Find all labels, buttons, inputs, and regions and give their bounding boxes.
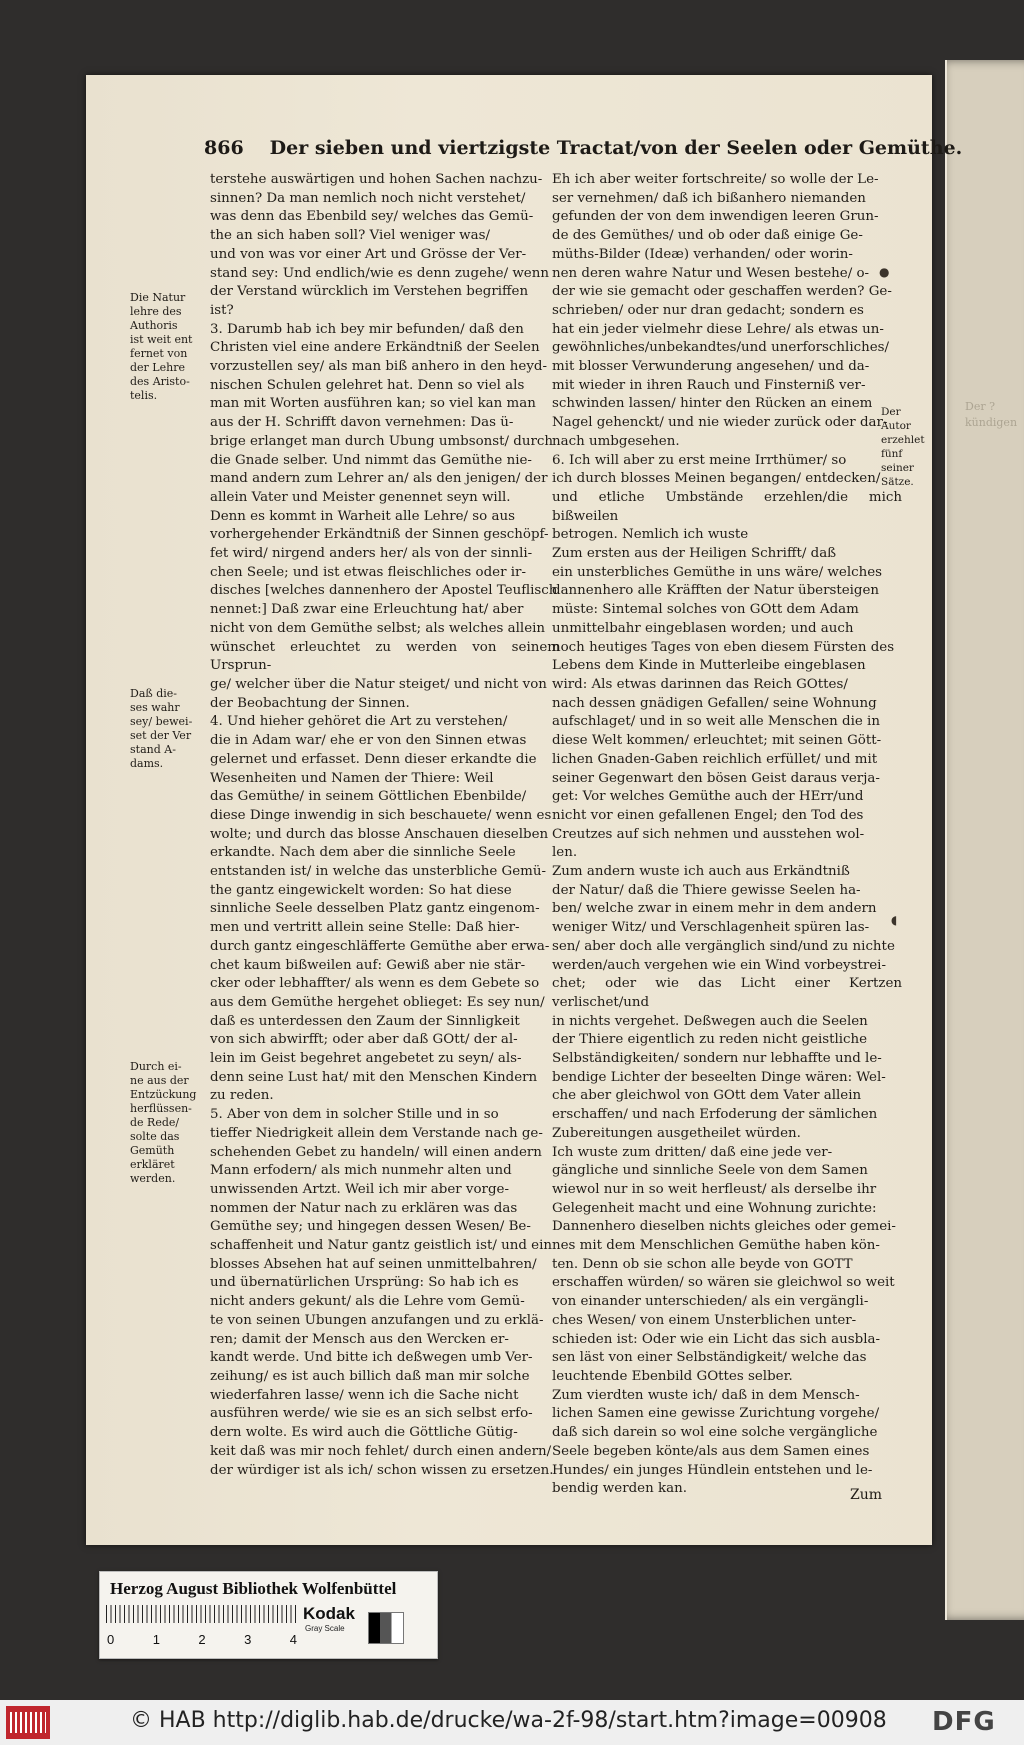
color-calibration-card <box>99 1571 438 1659</box>
paragraph: 4. Und hieher gehöret die Art zu verstehen/ die in Adam war/ ehe er von den Sinnen etwas gelernet und erfasset. Denn dieser erkandte die Wesenheiten und Namen der Thiere: Weil das Gemüthe/ in seinem Göttlichen Ebenbilde/ diese Dinge inwendig in sich beschauete/ wenn es wolte; und durch das blosse Anschauen dieselben erkandte. Nach dem aber die sinnliche Seele entstanden ist/ in welche das unsterbliche Gemü- the gantz eingewickelt worden: So hat diese sinnliche Seele desselben Platz gantz eingenom- men und vertritt allein seine Stelle: Daß hier- durch gantz eingeschläfferte Gemüthe aber erwa- chet kaum bißweilen auf: Gewiß aber nie stär- cker oder lebhaffter/ als wenn es dem Gebete so aus dem Gemüthe hergehet oblieget: Es sey nun/ daß es unterdessen den Zaum der Sinnligkeit von sich abwirfft; oder aber daß GOtt/ der al- lein im Geist begehret angebetet zu seyn/ als- denn seine Lust hat/ mit den Menschen Kindern zu reden. <box>210 714 552 1104</box>
facing-page-edge <box>945 60 1024 1620</box>
bleed-text: kündigen <box>965 416 1018 429</box>
book-page <box>86 75 963 1545</box>
ruler-tick-label: 1 <box>152 1632 160 1647</box>
catchword: Zum <box>849 1487 882 1503</box>
margin-note: Durch ei- ne aus der Entzückung herflüssen- de Rede/ solte das Gemüth erkläret werden. <box>130 1060 197 1185</box>
page-header <box>204 137 963 159</box>
kodak-logo: Kodak <box>303 1604 355 1623</box>
library-label: Herzog August Bibliothek Wolfenbüttel <box>110 1579 397 1598</box>
page-number: 866 <box>204 137 244 159</box>
paragraph: 3. Darumb hab ich bey mir befunden/ daß den Christen viel eine andere Erkändtniß der Seelen vorzustellen sey/ als man biß anhero in den heyd- nischen Schulen gelehret hat. Denn so viel als man mit Worten ausführen kan; so viel kan man aus der H. Schrifft davon vernehmen: Das ü- brige erlanget man durch Ubung umbsonst/ durch die Gnade selber. Und nimmt das Gemüthe nie- mand andern zum Lehrer an/ als den jenigen/ der allein Vater und Meister genennet seyn will. Denn es kommt in Warheit alle Lehre/ so aus vorhergehender Erkändtniß der Sinnen geschöpf- fet wird/ nirgend anders her/ als von der sinnli- chen Seele; und ist etwas fleischliches oder ir- disches [welches dannenhero der Apostel Teuflisch nennet:] Daß zwar eine Erleuchtung hat/ aber nicht von dem Gemüthe selbst; als welches allein wünschet erleuchtet zu werden von seinem Ursprun- ge/ welcher über die Natur steiget/ und nicht von der Beobachtung der Sinnen. <box>210 321 560 711</box>
footer-bar <box>0 1700 1024 1745</box>
ruler-tick-label: 0 <box>107 1632 115 1647</box>
gray-scale-swatch <box>368 1612 404 1644</box>
running-title: Der sieben und viertzigste Tractat/von der Seelen oder Gemüthe. <box>269 137 963 159</box>
source-credit[interactable]: © HAB http://diglib.hab.de/drucke/wa-2f-98/start.htm?image=00908 <box>130 1708 887 1733</box>
margin-note: Daß die- ses wahr sey/ bewei- set der Ver stand A- dams. <box>130 687 193 770</box>
paragraph: 5. Aber von dem in solcher Stille und in so tieffer Niedrigkeit allein dem Verstande nach ge- schehenden Gebet zu handeln/ will einen andern Mann erfodern/ als mich nunmehr alten und unwissenden Artzt. Weil ich mir aber vorge- nommen der Natur nach zu erklären was das Gemüthe sey; und hingegen dessen Wesen/ Be- schaffenheit und Natur gantz geistlich ist/ und ein blosses Absehen hat auf seinen unmittelbahren/ und übernatürlichen Ursprüng: So hab ich es nicht anders gekunt/ als die Lehre vom Gemü- te von seinen Ubungen anzufangen und zu erklä- ren; damit der Mensch aus den Wercken er- kandt werde. Und bitte ich deßwegen umb Ver- zeihung/ es ist auch billich daß man mir solche wiederfahren lasse/ wenn ich die Sache nicht ausführen werde/ wie sie es an sich selbst erfo- dern wolte. Es wird auch die Göttliche Gütig- keit daß was mir noch fehlet/ durch einen andern/ der würdiger ist als ich/ schon wissen zu ersetzen. <box>210 1107 554 1478</box>
paragraph: Eh ich aber weiter fortschreite/ so wolle der Le- ser vernehmen/ daß ich bißanhero niemanden gefunden der von dem inwendigen leeren Grun- de des Gemüthes/ und ob oder daß einige Ge- müths-Bilder (Ideæ) verhanden/ oder worin- nen deren wahre Natur und Wesen bestehe/ o- der wie sie gemacht oder geschaffen werden? Ge- schrieben/ oder nur dran gedacht; sondern es hat ein jeder vielmehr diese Lehre/ als etwas un- gewöhnliches/unbekandtes/und unerforschliches/ mit blosser Verwunderung angesehen/ und da- mit wieder in ihren Rauch und Finsterniß ver- schwinden lassen/ hinter den Rücken an einem Nagel gehenckt/ und nie wieder zurück oder dar- nach umbgesehen. <box>552 172 892 449</box>
paragraph: terstehe auswärtigen und hohen Sachen nachzu- sinnen? Da man nemlich noch nicht verstehet/ was denn das Ebenbild sey/ welches das Gemü- the an sich haben soll? Viel weniger was/ und von was vor einer Art und Grösse der Ver- stand sey: Und endlich/wie es denn zugehe/ wenn der Verstand würcklich im Verstehen begriffen ist? <box>210 172 549 318</box>
hab-logo-icon <box>6 1706 50 1739</box>
paragraph: 6. Ich will aber zu erst meine Irrthümer/ so ich durch blosses Meinen begangen/ entdecken/ und etliche Umbstände erzehlen/die mich bißweilen betrogen. Nemlich ich wuste <box>552 452 902 543</box>
measure-ruler <box>106 1605 296 1623</box>
gray-scale-label: Gray Scale <box>305 1624 345 1633</box>
paragraph: Zum andern wuste ich auch aus Erkändtniß der Natur/ daß die Thiere gewisse Seelen ha- ben/ welche zwar in einem mehr in dem andern weniger Witz/ und Verschlagenheit spüren las- sen/ aber doch alle vergänglich sind/und zu nichte werden/auch vergehen wie ein Wind vorbeystrei- chet; oder wie das Licht einer Kertzen verlischet/und in nichts vergehet. Deßwegen auch die Seelen der Thiere eigentlich zu reden nicht geistliche Selbständigkeiten/ sondern nur lebhaffte und le- bendige Lichter der beseelten Dinge wären: Wel- che aber gleichwol von GOtt dem Vater allein erschaffen/ und nach Erfoderung der sämlichen Zubereitungen ausgetheilet würden. <box>552 864 902 1141</box>
ruler-tick-label: 3 <box>244 1632 252 1647</box>
bleed-text: Der ? <box>965 400 995 413</box>
margin-note: Der Autor erzehlet fünf seiner Sätze. <box>881 406 925 488</box>
left-column <box>210 171 560 1480</box>
ruler-scale <box>107 1632 297 1647</box>
ruler-tick-label: 4 <box>289 1632 297 1647</box>
paragraph: Zum ersten aus der Heiligen Schrifft/ daß ein unsterbliches Gemüthe in uns wäre/ welches dannenhero alle Kräfften der Natur übersteigen müste: Sintemal solches von GOtt dem Adam unmittelbahr eingeblasen worden; und auch noch heutiges Tages von eben diesem Fürsten des Lebens dem Kinde in Mutterleibe eingeblasen wird: Als etwas darinnen das Reich GOttes/ nach dessen gnädigen Gefallen/ seine Wohnung aufschlaget/ und in so weit alle Menschen die in diese Welt kommen/ erleuchtet; mit seinen Gött- lichen Gnaden-Gaben reichlich erfüllet/ und mit seiner Gegenwart den bösen Geist daraus verja- get: Vor welches Gemüthe auch der HErr/und nicht vor einen gefallenen Engel; den Tod des Creutzes auf sich nehmen und ausstehen wol- len. <box>552 546 895 861</box>
right-column <box>552 171 902 1499</box>
margin-note: Die Natur lehre des Authoris ist weit ent fernet von der Lehre des Aristo- telis. <box>130 291 193 402</box>
paragraph: Ich wuste zum dritten/ daß eine jede ver- gängliche und sinnliche Seele von dem Samen wiewol nur in so weit herfleust/ als derselbe ihr Gelegenheit macht und eine Wohnung zurichte: Dannenhero dieselben nichts gleiches oder gemei- nes mit dem Menschlichen Gemüthe haben kön- ten. Denn ob sie schon alle beyde von GOTT erschaffen würden/ so wären sie gleichwol so weit von einander unterschieden/ als ein vergängli- ches Wesen/ von einem Unsterblichen unter- schieden ist: Oder wie ein Licht das sich ausbla- sen läst von einer Selbständigkeit/ welche das leuchtende Ebenbild GOttes selber. <box>552 1144 896 1384</box>
ruler-tick-label: 2 <box>198 1632 206 1647</box>
ink-spot: ◖ <box>891 913 898 927</box>
paragraph: Zum vierdten wuste ich/ daß in dem Mensch- lichen Samen eine gewisse Zurichtung vorgehe/ daß sich darein so wol eine solche vergängliche Seele begeben könte/als aus dem Samen eines Hundes/ ein junges Hündlein entstehen und le- bendig werden kan. <box>552 1387 880 1497</box>
dfg-logo: DFG <box>932 1707 996 1737</box>
ink-spot: ● <box>879 265 890 279</box>
